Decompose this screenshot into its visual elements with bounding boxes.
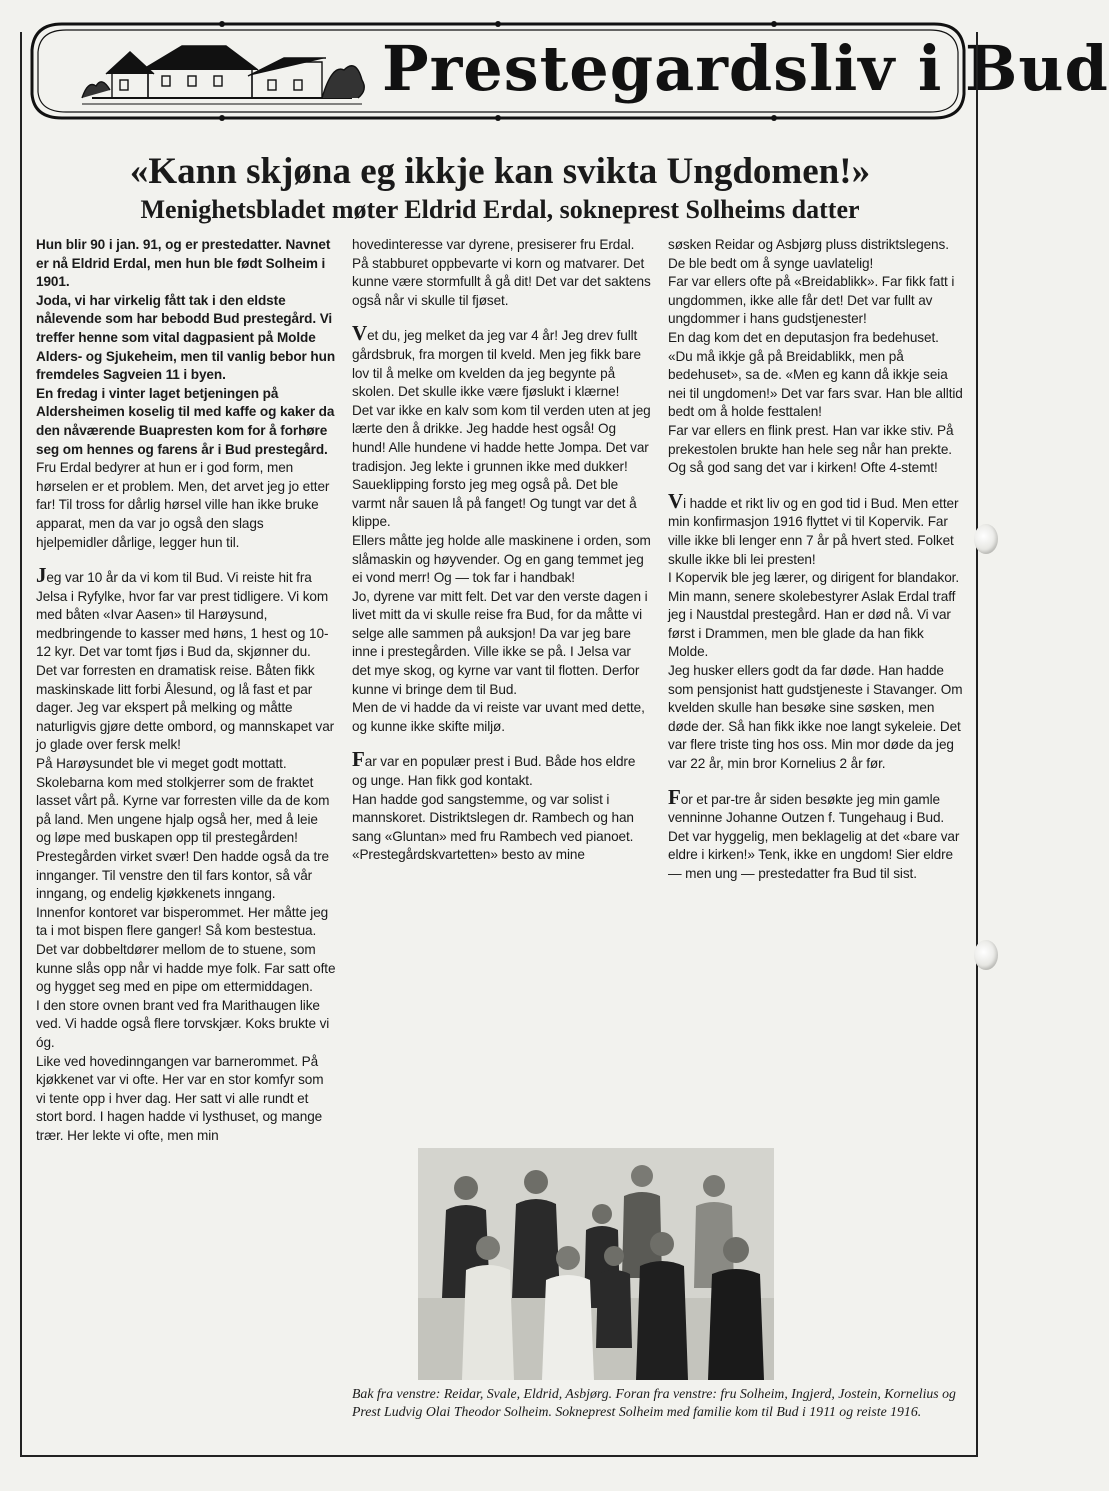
photo-caption: Bak fra venstre: Reidar, Svale, Eldrid, Asbjørg. Foran fra venstre: fru Solheim, Ingjerd, Jostein, Kornelius og Prest Ludvig Olai Theodor Solheim. Sokneprest Solheim med familie kom til Bud i 1911 og reiste 1916. (352, 1386, 956, 1419)
body-paragraph: søsken Reidar og Asbjørg pluss distriktslegens. De ble bedt om å synge uavlatelig! (668, 237, 949, 271)
body-paragraph: «Prestegårdskvartetten» besto av mine (352, 847, 585, 863)
drop-cap: F (352, 747, 365, 772)
body-paragraph: Vi hadde et rikt liv og en god tid i Bud. Men etter min konfirmasjon 1916 flyttet vi til Kopervik. Far ville ikke bli lenger enn 7 år på hvert sted. Folket skulle ikke bli lei presten! (668, 488, 959, 567)
subheadline: Menighetsbladet møter Eldrid Erdal, sokneprest Solheims datter (140, 195, 860, 224)
masthead-title: Prestegardsliv i Bud (382, 32, 1109, 105)
body-paragraph: Prestegården virket svær! Den hadde også da tre innganger. Til venstre den til fars kontor, så vår inngang, og endelig kjøkkenets inngang. (36, 849, 330, 902)
family-photo-figures (418, 1148, 774, 1380)
article-column-1 (36, 236, 336, 1146)
body-paragraph: hovedinteresse var dyrene, presiserer fru Erdal. (352, 237, 635, 252)
body-paragraph: Vet du, jeg melket da jeg var 4 år! Jeg drev fullt gårdsbruk, fra morgen til kveld. Men jeg fikk bare lov til å melke om kvelden da jeg begynte på skolen. Det skulle ikke være fjøslukt i klærne! (352, 321, 641, 400)
body-paragraph: På stabburet oppbevarte vi korn og matvarer. Det kunne være stormfullt å gå dit! Det var det saktens også når vi skulle til fjøset. (352, 255, 651, 308)
body-paragraph: Innenfor kontoret var bisperommet. Her måtte jeg ta i mot bispen flere ganger! Så kom bestestua. Det var dobbeltdører mellom de to stuene, som kunne slås opp når vi hadde mye folk. Far satt ofte og hygget seg med en pipe om ettermiddagen. (36, 904, 336, 995)
lead-paragraph: Joda, vi har virkelig fått tak i den eldste nålevende som har bebodd Bud prestegård. Vi treffer henne som vital dagpasient på Molde Alders- og Sjukeheim, men til vanlig bebor hun fremdeles Sagveien 11 i byen. (36, 292, 336, 383)
drop-cap: J (36, 563, 47, 588)
lead-paragraph: Hun blir 90 i jan. 91, og er prestedatter. Navnet er nå Eldrid Erdal, men hun ble født Solheim i 1901. (36, 237, 331, 290)
body-paragraph: Det var ikke en kalv som kom til verden uten at jeg lærte den å drikke. Jeg hadde hest også! Og hund! Alle hundene vi hadde hette Jompa. Det var tradisjon. Jeg lekte i grunnen ikke med dukker! (352, 402, 651, 474)
body-paragraph: En dag kom det en deputasjon fra bedehuset. «Du må ikkje gå på Breidablikk, men på bedehuset», sa de. «Men eg kann då ikkje seia nei til ungdomen!» Det var fars svar. Han ble alltid bedt om å holde festtalen! (668, 329, 963, 420)
article-column-2 (352, 236, 652, 865)
headline: «Kann skjøna eg ikkje kan svikta Ungdomen!» (129, 151, 871, 192)
body-paragraph: Ellers måtte jeg holde alle maskinene i orden, som slåmaskin og høyvender. Og en gang temmet jeg ei vond merr! Og — tok far i handbak! (352, 532, 651, 586)
body-paragraph: I Kopervik ble jeg lærer, og dirigent for blandakor. Min mann, senere skolebestyrer Aslak Erdal traff jeg i Naustdal prestegård. Han er død nå. Vi var først i Drammen, men ble glade da han fikk Molde. (668, 570, 960, 660)
body-paragraph: På Harøysundet ble vi meget godt mottatt. Skolebarna kom med stolkjerrer som de fraktet lasset vårt på. Kyrne var forresten ville da de kom på land. Men ungene hjalp også her, med å leie og løpe med buskapen opp til prestegården! (36, 756, 330, 846)
drop-cap: V (668, 488, 684, 513)
intro-paragraph: Fru Erdal bedyrer at hun er i god form, men hørselen er et problem. Men, det arvet jeg jo etter far! Til tross for dårlig hørsel ville han ikke bruke apparat, men da var jo også den slags hjelpemidler dårlige, legger hun til. (36, 460, 330, 550)
lead-paragraph: En fredag i vinter laget betjeningen på Aldersheimen koselig til med kaffe og kaker da den nåværende Buapresten kom for å forhøre seg om hennes og farens år i Bud prestegård. (36, 385, 335, 457)
body-paragraph: Far var en populær prest i Bud. Både hos eldre og unge. Han fikk god kontakt. (352, 747, 636, 789)
body-paragraph: I den store ovnen brant ved fra Marithaugen like ved. Vi hadde også flere torvskjær. Koks brukte vi óg. (36, 997, 330, 1050)
body-paragraph: Far var ellers ofte på «Breidablikk». Far fikk fatt i ungdommen, ikke alle får det! Det var fullt av ungdommer i hans gudstjenester! (668, 274, 955, 327)
body-paragraph: Jo, dyrene var mitt felt. Det var den verste dagen i livet mitt da vi skulle reise fra Bud, for da måtte vi selge alle sammen på auksjon! Da var jeg bare inne i prestegården. Ville ikke se på. I Jelsa var det mye skog, og kyrne var vant til flotten. Derfor kunne vi bringe dem til Bud. (352, 588, 648, 697)
body-paragraph: Like ved hovedinngangen var barnerommet. På kjøkkenet var vi ofte. Her var en stor komfyr som vi tente opp i hver dag. Her satt vi alle rundt et stort bord. I hagen hadde vi lysthuset, og mange trær. Her lekte vi ofte, men min (36, 1053, 324, 1143)
binder-hole (974, 524, 998, 554)
body-paragraph: Han hadde god sangstemme, og var solist i mannskoret. Distriktslegen dr. Rambech og han sang «Gluntan» med fru Rambech ved pianoet. (352, 791, 634, 844)
drop-cap: F (668, 784, 681, 809)
body-paragraph: For et par-tre år siden besøkte jeg min gamle venninne Johanne Outzen f. Tungehaug i Bud. Det var hyggelig, men beklagelig at det «bare var eldre i kirken!» Tenk, ikke en ungdom! Sier eldre — men ung — prestedatter fra Bud til sist. (668, 784, 960, 881)
body-paragraph: Jeg var 10 år da vi kom til Bud. Vi reiste hit fra Jelsa i Ryfylke, hvor far var prest tidligere. Vi kom med båten «Ivar Aasen» til Harøysund, medbringende to kasser med høns, 1 hest og 10-12 kyr. Det var tomt fjøs i Bud da, skjønner du. (36, 563, 329, 660)
article-column-3 (668, 236, 966, 884)
body-paragraph: Jeg husker ellers godt da far døde. Han hadde som pensjonist hatt gudstjeneste i Stavanger. Om kvelden skulle han besøke sine søsken, men døde der. Så han fikk ikke noe langt sykeleie. Det var flere triste ting hos oss. Min mor døde da jeg var 22 år, min bror Kornelius 2 år før. (668, 663, 963, 772)
drop-cap: V (352, 321, 368, 346)
body-paragraph: Saueklipping forsto jeg meg også på. Det ble varmt når sauen lå på fanget! Og tungt var det å klippe. (352, 477, 637, 530)
body-paragraph: Det var forresten en dramatisk reise. Båten fikk maskinskade litt forbi Ålesund, og lå fast et par dager. Jeg var ekspert på melking og måtte naturligvis gjøre dette ombord, og mannskapet var jo glade over fersk melk! (36, 663, 335, 753)
binder-hole (974, 940, 998, 970)
family-photo (418, 1148, 774, 1380)
body-paragraph: Far var ellers en flink prest. Han var ikke stiv. På prekestolen brukte han hele seg når han prekte. Og så god sang det var i kirken! Ofte 4-stemt! (668, 422, 954, 476)
body-paragraph: Men de vi hadde da vi reiste var uvant med dette, og kunne ikke skifte miljø. (352, 700, 645, 734)
